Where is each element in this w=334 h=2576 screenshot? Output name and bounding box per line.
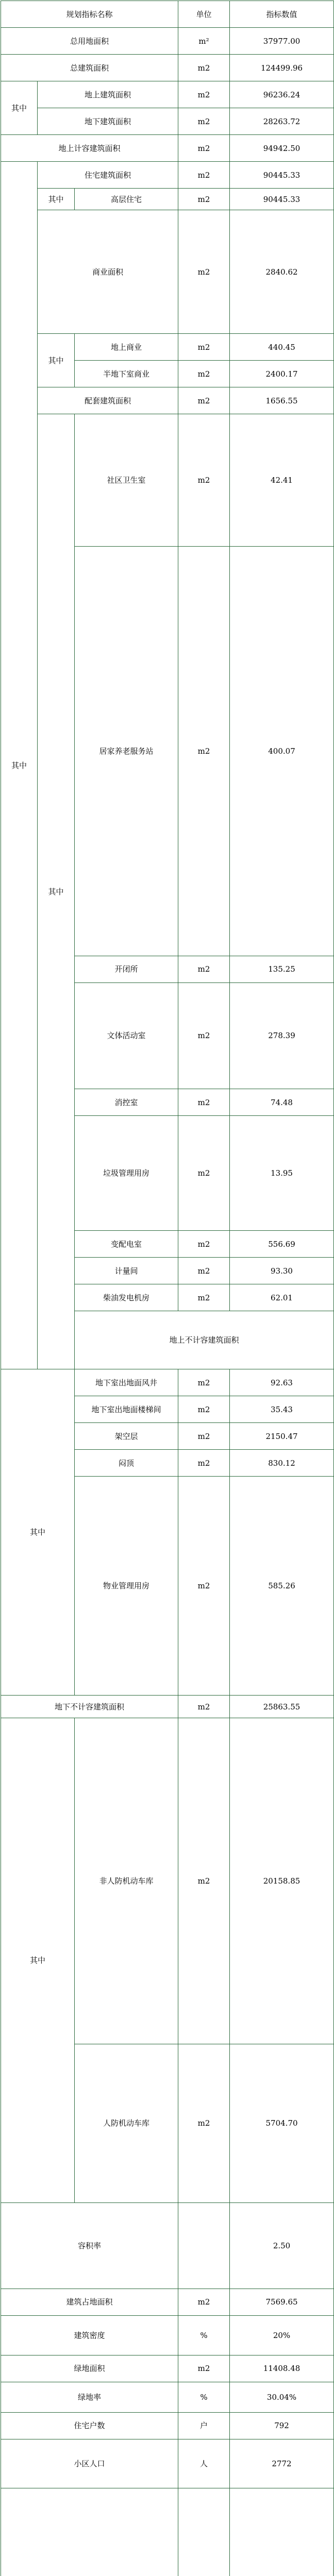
table-row xyxy=(1,414,334,547)
row-value: 278.39 xyxy=(230,982,334,1089)
planning-indicators-table xyxy=(1,1,334,2576)
row-value: 90445.33 xyxy=(230,189,334,210)
table-row xyxy=(1,210,334,334)
row-value: 96236.24 xyxy=(230,81,334,108)
row-name: 闷顶 xyxy=(75,1450,178,1477)
row-unit: % xyxy=(178,2315,230,2355)
table-row xyxy=(1,1369,334,1396)
row-name: 建筑占地面积 xyxy=(1,2289,178,2315)
row-name: 地下室出地面风井 xyxy=(75,1369,178,1396)
table-row xyxy=(1,1696,334,1718)
group-label: 其中 xyxy=(1,1369,75,1696)
table-row xyxy=(1,2412,334,2439)
row-value: 74.48 xyxy=(230,1089,334,1116)
table-row xyxy=(1,189,334,210)
header-unit: 单位 xyxy=(178,1,230,28)
row-name: 地上计容建筑面积 xyxy=(1,135,178,162)
row-name: 绿地率 xyxy=(1,2382,178,2412)
row-unit: m2 xyxy=(178,2289,230,2315)
row-unit: m² xyxy=(178,28,230,55)
row-unit: m2 xyxy=(178,81,230,108)
row-unit: m2 xyxy=(178,1116,230,1231)
row-unit: m2 xyxy=(178,334,230,361)
row-name xyxy=(1,2488,178,2576)
row-value: 830.12 xyxy=(230,1450,334,1477)
row-value: 1656.55 xyxy=(230,387,334,414)
row-unit: m2 xyxy=(178,387,230,414)
row-value: 135.25 xyxy=(230,956,334,982)
row-unit: m2 xyxy=(178,547,230,956)
row-unit xyxy=(178,2488,230,2576)
row-value: 2840.62 xyxy=(230,210,334,334)
group-label: 其中 xyxy=(38,189,75,210)
row-value: 2400.17 xyxy=(230,361,334,387)
row-value: 2772 xyxy=(230,2439,334,2488)
row-name: 建筑密度 xyxy=(1,2315,178,2355)
row-name: 文体活动室 xyxy=(75,982,178,1089)
row-unit: m2 xyxy=(178,1258,230,1284)
group-label: 其中 xyxy=(1,81,38,135)
row-value: 7569.65 xyxy=(230,2289,334,2315)
row-value: 2150.47 xyxy=(230,1423,334,1450)
row-value: 30.04% xyxy=(230,2382,334,2412)
table-row xyxy=(1,387,334,414)
row-value: 35.43 xyxy=(230,1396,334,1423)
row-name: 地上不计容建筑面积 xyxy=(75,1311,334,1369)
row-name: 地上建筑面积 xyxy=(38,81,178,108)
row-value: 94942.50 xyxy=(230,135,334,162)
table-row xyxy=(1,162,334,189)
row-name: 总建筑面积 xyxy=(1,55,178,81)
table-row xyxy=(1,135,334,162)
row-unit: m2 xyxy=(178,55,230,81)
row-value: 20158.85 xyxy=(230,1718,334,2044)
row-name: 小区人口 xyxy=(1,2439,178,2488)
table-row xyxy=(1,2488,334,2576)
row-name: 地下室出地面楼梯间 xyxy=(75,1396,178,1423)
row-unit: m2 xyxy=(178,1284,230,1311)
row-value: 42.41 xyxy=(230,414,334,547)
table-row xyxy=(1,2439,334,2488)
row-value: 400.07 xyxy=(230,547,334,956)
table-row xyxy=(1,2315,334,2355)
row-value: 93.30 xyxy=(230,1258,334,1284)
row-unit: m2 xyxy=(178,1718,230,2044)
row-unit: m2 xyxy=(178,1369,230,1396)
table-row xyxy=(1,2382,334,2412)
row-name: 柴油发电机房 xyxy=(75,1284,178,1311)
row-unit: m2 xyxy=(178,1396,230,1423)
row-name: 消控室 xyxy=(75,1089,178,1116)
row-value xyxy=(230,2488,334,2576)
row-value: 20% xyxy=(230,2315,334,2355)
row-unit: m2 xyxy=(178,982,230,1089)
row-value: 5704.70 xyxy=(230,2044,334,2202)
row-value: 556.69 xyxy=(230,1231,334,1258)
row-value: 90445.33 xyxy=(230,162,334,189)
row-value: 440.45 xyxy=(230,334,334,361)
row-name: 容积率 xyxy=(1,2202,178,2289)
row-unit: m2 xyxy=(178,361,230,387)
row-name: 绿地面积 xyxy=(1,2355,178,2382)
row-name: 物业管理用房 xyxy=(75,1477,178,1696)
row-name: 开闭所 xyxy=(75,956,178,982)
table-row xyxy=(1,334,334,361)
row-unit: m2 xyxy=(178,2355,230,2382)
group-label: 其中 xyxy=(38,334,75,387)
table-row xyxy=(1,81,334,108)
row-name: 高层住宅 xyxy=(75,189,178,210)
table-row xyxy=(1,55,334,81)
row-name: 非人防机动车库 xyxy=(75,1718,178,2044)
row-value: 2.50 xyxy=(230,2202,334,2289)
row-unit: m2 xyxy=(178,1450,230,1477)
table-row xyxy=(1,1718,334,2044)
row-name: 人防机动车库 xyxy=(75,2044,178,2202)
row-name: 地上商业 xyxy=(75,334,178,361)
row-name: 垃圾管理用房 xyxy=(75,1116,178,1231)
table-row xyxy=(1,108,334,135)
row-value: 124499.96 xyxy=(230,55,334,81)
row-name: 居家养老服务站 xyxy=(75,547,178,956)
row-name: 住宅建筑面积 xyxy=(38,162,178,189)
table-header-row xyxy=(1,1,334,28)
row-value: 37977.00 xyxy=(230,28,334,55)
row-unit: m2 xyxy=(178,1423,230,1450)
row-name: 地下不计容建筑面积 xyxy=(1,1696,178,1718)
row-value: 11408.48 xyxy=(230,2355,334,2382)
row-value: 62.01 xyxy=(230,1284,334,1311)
row-name: 社区卫生室 xyxy=(75,414,178,547)
row-name: 住宅户数 xyxy=(1,2412,178,2439)
table-row xyxy=(1,2289,334,2315)
row-name: 计量间 xyxy=(75,1258,178,1284)
row-unit: m2 xyxy=(178,189,230,210)
header-name: 规划指标名称 xyxy=(1,1,178,28)
header-value: 指标数值 xyxy=(230,1,334,28)
row-unit: m2 xyxy=(178,1696,230,1718)
row-unit xyxy=(178,2202,230,2289)
row-unit: m2 xyxy=(178,162,230,189)
row-value: 585.26 xyxy=(230,1477,334,1696)
row-unit: m2 xyxy=(178,1089,230,1116)
row-name: 半地下室商业 xyxy=(75,361,178,387)
row-unit: m2 xyxy=(178,1231,230,1258)
row-value: 25863.55 xyxy=(230,1696,334,1718)
row-unit: m2 xyxy=(178,135,230,162)
row-name: 架空层 xyxy=(75,1423,178,1450)
table-row xyxy=(1,2355,334,2382)
row-unit: m2 xyxy=(178,108,230,135)
row-name: 变配电室 xyxy=(75,1231,178,1258)
row-unit: 户 xyxy=(178,2412,230,2439)
row-name: 地下建筑面积 xyxy=(38,108,178,135)
table-row xyxy=(1,28,334,55)
row-value: 792 xyxy=(230,2412,334,2439)
group-label: 其中 xyxy=(38,414,75,1369)
row-unit: % xyxy=(178,2382,230,2412)
row-name: 商业面积 xyxy=(38,210,178,334)
group-label: 其中 xyxy=(1,1718,75,2202)
row-value: 13.95 xyxy=(230,1116,334,1231)
group-label: 其中 xyxy=(1,162,38,1369)
row-name: 总用地面积 xyxy=(1,28,178,55)
row-unit: 人 xyxy=(178,2439,230,2488)
row-unit: m2 xyxy=(178,414,230,547)
row-name: 配套建筑面积 xyxy=(38,387,178,414)
row-unit: m2 xyxy=(178,1477,230,1696)
row-value: 28263.72 xyxy=(230,108,334,135)
row-unit: m2 xyxy=(178,2044,230,2202)
row-unit: m2 xyxy=(178,956,230,982)
row-value: 92.63 xyxy=(230,1369,334,1396)
row-unit: m2 xyxy=(178,210,230,334)
table-row xyxy=(1,2202,334,2289)
